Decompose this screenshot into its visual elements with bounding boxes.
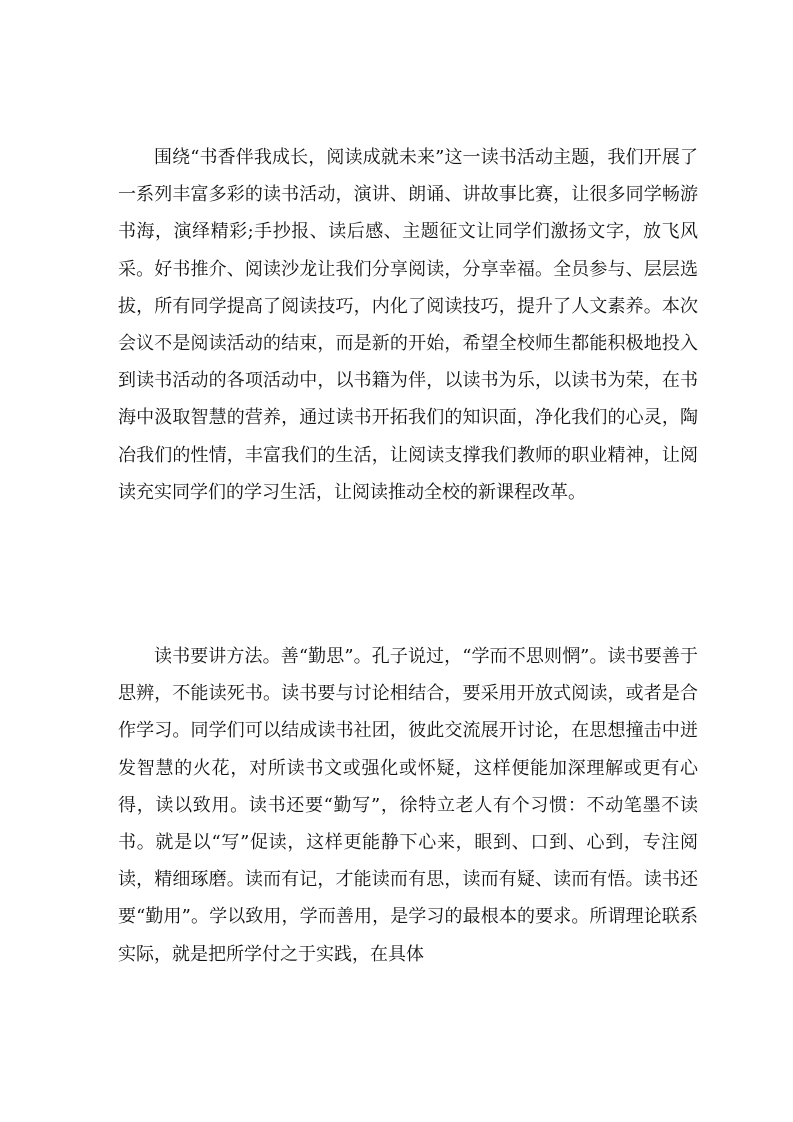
paragraph-reading-activities: 围绕“书香伴我成长，阅读成就未来”这一读书活动主题，我们开展了一系列丰富多彩的读书活动，演讲、朗诵、讲故事比赛，让很多同学畅游书海，演绎精彩;手抄报、读后感、主题征文让同学们激扬文字，放飞风采。好书推介、阅读沙龙让我们分享阅读，分享幸福。全员参与、层层选拔，所有同学提高了阅读技巧，内化了阅读技巧，提升了人文素养。本次会议不是阅读活动的结束，而是新的开始，希望全校师生都能积极地投入到读书活动的各项活动中，以书籍为伴，以读书为乐，以读书为荣，在书海中汲取智慧的营养，通过读书开拓我们的知识面，净化我们的心灵，陶冶我们的性情，丰富我们的生活，让阅读支撑我们教师的职业精神，让阅读充实同学们的学习生活，让阅读推动全校的新课程改革。 (118, 147, 698, 503)
paragraph-reading-methods: 读书要讲方法。善“勤思”。孔子说过，“学而不思则惘”。读书要善于思辨，不能读死书。读书要与讨论相结合，要采用开放式阅读，或者是合作学习。同学们可以结成读书社团，彼此交流展开讨论，在思想撞击中迸发智慧的火花，对所读书文或强化或怀疑，这样便能加深理解或更有心得，读以致用。读书还要“勤写”，徐特立老人有个习惯：不动笔墨不读书。就是以“写”促读，这样更能静下心来，眼到、口到、心到，专注阅读，精细琢磨。读而有记，才能读而有思，读而有疑、读而有悟。读书还要“勤用”。学以致用，学而善用，是学习的最根本的要求。所谓理论联系实际，就是把所学付之于实践，在具体 (118, 646, 698, 965)
